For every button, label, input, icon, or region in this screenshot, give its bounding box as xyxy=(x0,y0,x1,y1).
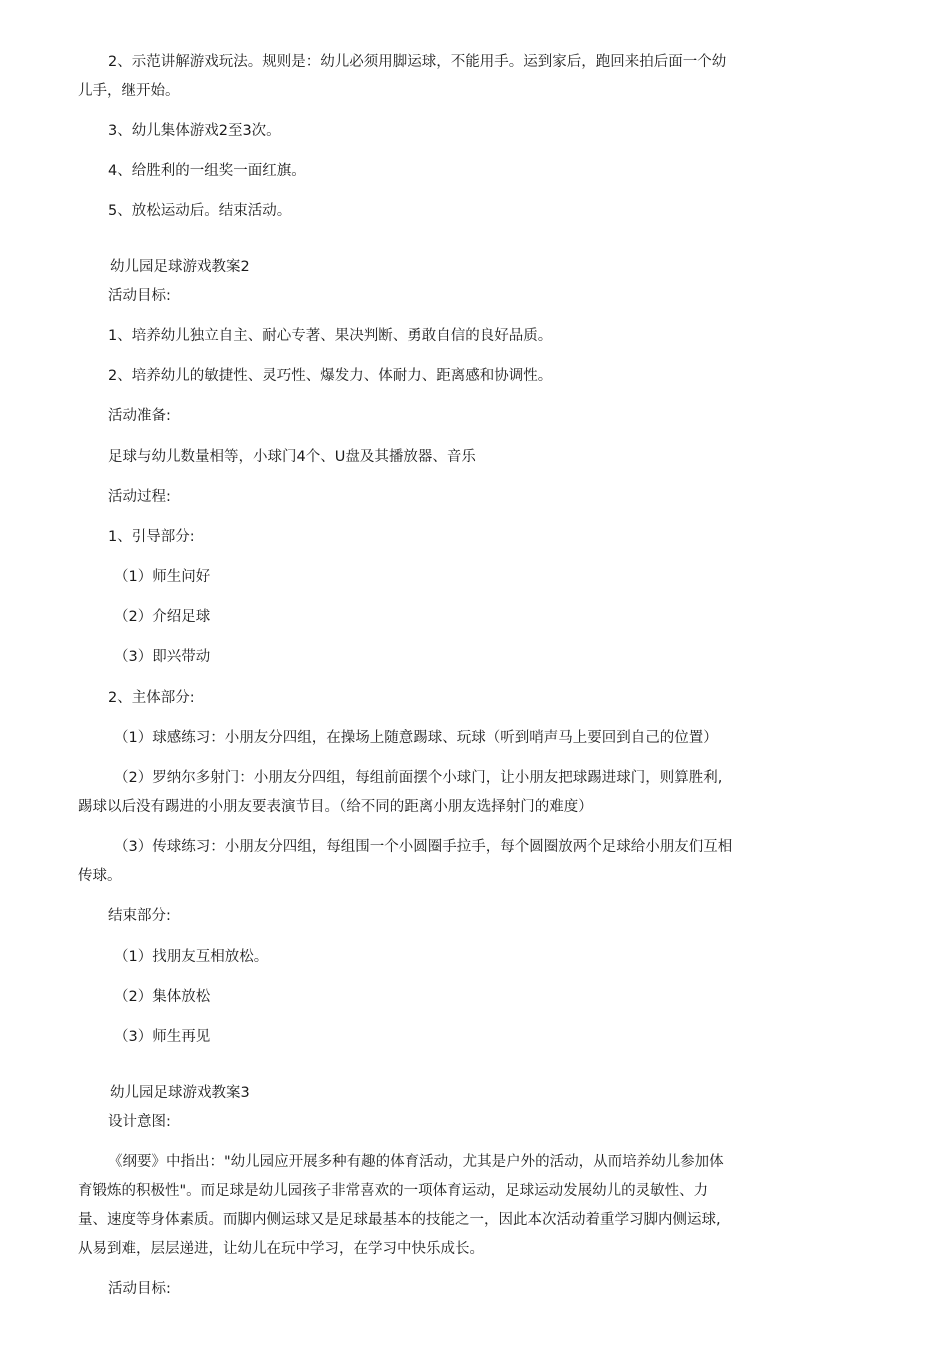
text-line: （1）球感练习：小朋友分四组，在操场上随意踢球、玩球（听到哨声马上要回到自己的位置） xyxy=(114,730,718,746)
text-line: （1）师生问好 xyxy=(114,569,211,585)
text-line: 《纲要》中指出："幼儿园应开展多种有趣的体育活动，尤其是户外的活动，从而培养幼儿参加体 xyxy=(108,1154,724,1170)
text-line: （3）传球练习：小朋友分四组，每组围一个小圆圈手拉手，每个圆圈放两个足球给小朋友们互相 xyxy=(114,839,733,855)
text-line: 1、培养幼儿独立自主、耐心专著、果决判断、勇敢自信的良好品质。 xyxy=(108,328,553,344)
text-line: 2、培养幼儿的敏捷性、灵巧性、爆发力、体耐力、距离感和协调性。 xyxy=(108,368,553,384)
text-line: 足球与幼儿数量相等，小球门4个、U盘及其播放器、音乐 xyxy=(108,449,476,465)
text-line: 活动准备: xyxy=(108,408,171,424)
text-line: （3）即兴带动 xyxy=(114,649,211,665)
text-line: 育锻炼的积极性"。而足球是幼儿园孩子非常喜欢的一项体育运动，足球运动发展幼儿的灵敏性、力 xyxy=(78,1183,709,1199)
section-heading: 幼儿园足球游戏教案2 xyxy=(110,259,250,275)
text-line: 2、示范讲解游戏玩法。规则是：幼儿必须用脚运球，不能用手。运到家后，跑回来拍后面一个幼 xyxy=(108,54,727,70)
text-line: 儿手，继开始。 xyxy=(78,83,180,99)
text-line: 踢球以后没有踢进的小朋友要表演节目。（给不同的距离小朋友选择射门的难度） xyxy=(78,799,593,815)
text-line: 活动目标: xyxy=(108,288,171,304)
text-line: 2、主体部分: xyxy=(108,690,195,706)
text-line: （1）找朋友互相放松。 xyxy=(114,949,269,965)
text-line: 活动目标: xyxy=(108,1281,171,1297)
text-line: 结束部分: xyxy=(108,908,171,924)
text-line: 设计意图: xyxy=(108,1114,171,1130)
text-line: 3、幼儿集体游戏2至3次。 xyxy=(108,123,281,139)
text-line: （2）罗纳尔多射门：小朋友分四组，每组前面摆个小球门，让小朋友把球踢进球门，则算胜利, xyxy=(114,770,723,786)
text-line: 活动过程: xyxy=(108,489,171,505)
text-line: （3）师生再见 xyxy=(114,1029,211,1045)
text-line: 量、速度等身体素质。而脚内侧运球又是足球最基本的技能之一，因此本次活动着重学习脚内侧运球, xyxy=(78,1212,721,1228)
text-line: 传球。 xyxy=(78,868,122,884)
text-line: （2）集体放松 xyxy=(114,989,211,1005)
text-line: 5、放松运动后。结束活动。 xyxy=(108,203,292,219)
text-line: 从易到难，层层递进，让幼儿在玩中学习，在学习中快乐成长。 xyxy=(78,1241,484,1257)
text-line: 1、引导部分: xyxy=(108,529,195,545)
text-line: （2）介绍足球 xyxy=(114,609,211,625)
section-heading: 幼儿园足球游戏教案3 xyxy=(110,1085,250,1101)
text-line: 4、给胜利的一组奖一面红旗。 xyxy=(108,163,306,179)
